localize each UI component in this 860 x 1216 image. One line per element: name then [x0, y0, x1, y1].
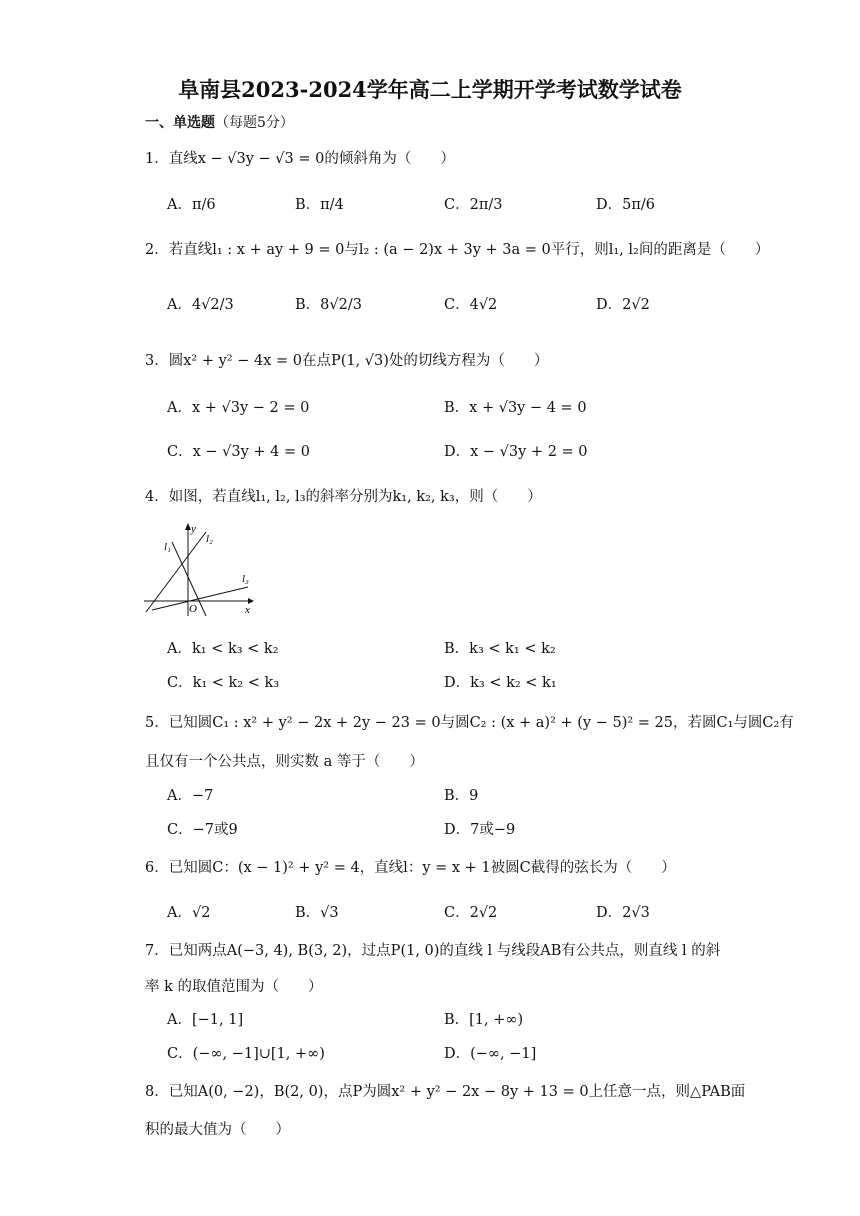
question-7-option-b: B．[1, +∞)	[444, 1012, 524, 1028]
question-1-option-b: B．π/4	[295, 197, 344, 213]
question-8-stem-line-1: 8．已知A(0, −2)，B(2, 0)，点P为圆x² + y² − 2x − 8y + 13 = 0上任意一点，则△PAB面	[145, 1084, 746, 1100]
question-7-stem-line-2: 率 k 的取值范围为（ ）	[145, 979, 323, 995]
question-8-stem-line-2: 积的最大值为（ ）	[145, 1122, 290, 1138]
question-2-stem: 2．若直线l₁ : x + ay + 9 = 0与l₂ : (a − 2)x + 3y + 3a = 0平行，则l₁, l₂间的距离是（ ）	[145, 242, 770, 258]
question-1-option-c: C．2π/3	[444, 197, 503, 213]
question-4-option-c: C．k₁ < k₂ < k₃	[167, 675, 280, 691]
label-x: x	[245, 604, 250, 616]
question-5-option-b: B．9	[444, 788, 479, 804]
question-3-option-d: D．x − √3y + 2 = 0	[444, 444, 588, 460]
question-6-option-c: C．2√2	[444, 905, 498, 921]
section-note: （每题5分）	[215, 115, 294, 131]
question-2-option-d: D．2√2	[596, 297, 650, 313]
page-title: 阜南县2023-2024学年高二上学期开学考试数学试卷	[178, 77, 682, 102]
question-3-option-a: A．x + √3y − 2 = 0	[167, 400, 310, 416]
question-2-option-a: A．4√2/3	[167, 297, 234, 313]
question-5-option-c: C．−7或9	[167, 822, 238, 838]
question-4-option-b: B．k₃ < k₁ < k₂	[444, 641, 556, 657]
line-l2	[146, 532, 206, 612]
question-5-option-a: A．−7	[167, 788, 214, 804]
question-1-option-d: D．5π/6	[596, 197, 655, 213]
question-2-option-b: B．8√2/3	[295, 297, 362, 313]
question-1-stem: 1．直线x − √3y − √3 = 0的倾斜角为（ ）	[145, 151, 455, 167]
line-l3	[152, 587, 248, 610]
question-5-option-d: D．7或−9	[444, 822, 516, 838]
question-7-option-c: C．(−∞, −1]∪[1, +∞)	[167, 1046, 325, 1062]
question-4-option-d: D．k₃ < k₂ < k₁	[444, 675, 557, 691]
question-2-option-c: C．4√2	[444, 297, 498, 313]
section-heading	[145, 112, 294, 132]
label-l1: l₁	[164, 541, 171, 553]
question-5-stem-line-2: 且仅有一个公共点，则实数 a 等于（ ）	[145, 754, 424, 770]
label-origin: O	[189, 603, 197, 615]
question-1-option-a: A．π/6	[167, 197, 216, 213]
question-6-stem: 6．已知圆C：(x − 1)² + y² = 4，直线l：y = x + 1被圆C截得的弦长为（ ）	[145, 860, 676, 876]
section-label: 一、单选题	[145, 115, 215, 131]
label-l3: l₃	[242, 573, 249, 585]
question-5-stem-line-1: 5．已知圆C₁ : x² + y² − 2x + 2y − 23 = 0与圆C₂ : (x + a)² + (y − 5)² = 25，若圆C₁与圆C₂有	[145, 715, 794, 731]
question-3-stem: 3．圆x² + y² − 4x = 0在点P(1, √3)处的切线方程为（ ）	[145, 353, 549, 369]
question-4-figure	[140, 518, 260, 618]
label-l2: l₂	[206, 533, 213, 545]
label-y: y	[191, 523, 196, 535]
question-6-option-d: D．2√3	[596, 905, 650, 921]
question-6-option-a: A．√2	[167, 905, 211, 921]
question-3-option-b: B．x + √3y − 4 = 0	[444, 400, 587, 416]
question-4-stem: 4．如图，若直线l₁, l₂, l₃的斜率分别为k₁, k₂, k₃，则（ ）	[145, 489, 542, 505]
question-7-option-a: A．[−1, 1]	[167, 1012, 244, 1028]
question-4-option-a: A．k₁ < k₃ < k₂	[167, 641, 279, 657]
question-7-option-d: D．(−∞, −1]	[444, 1046, 537, 1062]
question-7-stem-line-1: 7．已知两点A(−3, 4), B(3, 2)，过点P(1, 0)的直线 l 与线段AB有公共点，则直线 l 的斜	[145, 943, 721, 959]
question-6-option-b: B．√3	[295, 905, 339, 921]
question-3-option-c: C．x − √3y + 4 = 0	[167, 444, 310, 460]
